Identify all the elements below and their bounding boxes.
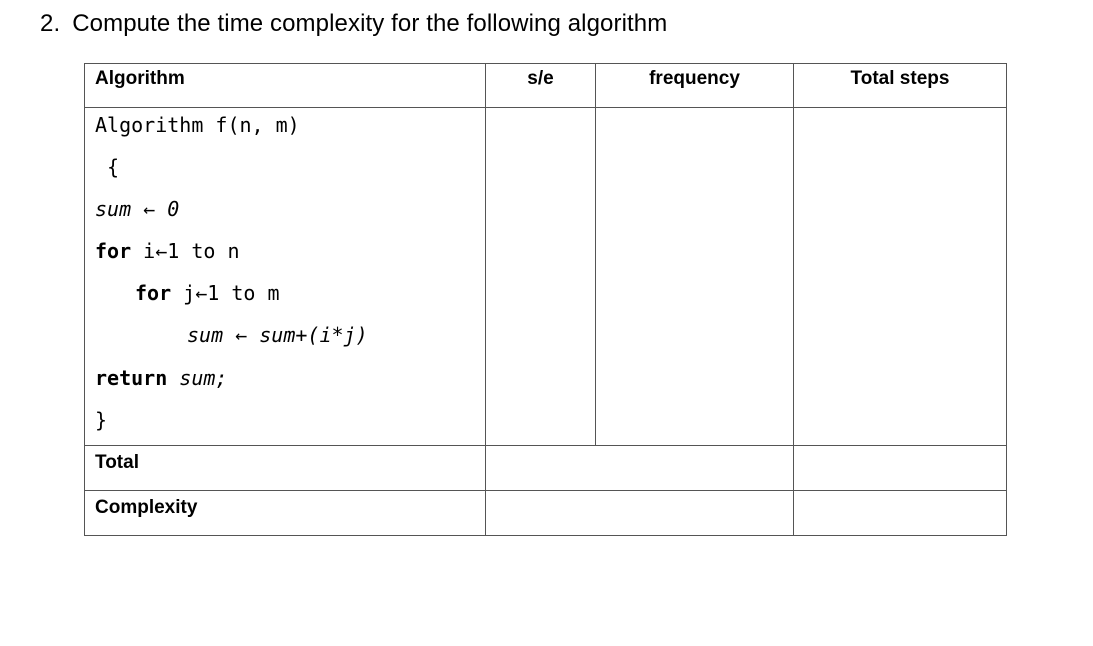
return-value: sum; xyxy=(179,366,228,390)
init-value: 0 xyxy=(167,197,180,221)
complexity-row xyxy=(85,491,1007,536)
code-line-close-brace: } xyxy=(95,408,108,432)
header-algorithm: Algorithm xyxy=(85,64,486,108)
code-line-init xyxy=(95,199,179,219)
complexity-value-cell[interactable] xyxy=(486,491,794,536)
header-row xyxy=(85,64,1007,108)
code-line-open-brace: { xyxy=(107,155,120,179)
code-line-signature: Algorithm f(n, m) xyxy=(95,113,300,137)
header-frequency: frequency xyxy=(596,64,794,108)
total-label: Total xyxy=(85,446,486,491)
code-line-accumulate xyxy=(187,325,368,345)
question-text: Compute the time complexity for the following algorithm xyxy=(72,10,668,37)
keyword-for: for xyxy=(135,281,172,305)
assign-arrow: ← xyxy=(143,197,156,221)
var-sum: sum xyxy=(187,323,224,347)
header-total-steps: Total steps xyxy=(794,64,1007,108)
code-row xyxy=(85,108,1007,446)
question-heading xyxy=(40,10,667,38)
var-sum: sum xyxy=(95,197,132,221)
assign-arrow: ← xyxy=(235,323,248,347)
total-row xyxy=(85,446,1007,491)
frequency-cell[interactable] xyxy=(596,108,794,446)
question-number: 2. xyxy=(40,10,61,37)
code-line-return xyxy=(95,368,227,388)
algorithm-table xyxy=(84,63,1007,536)
se-cell[interactable] xyxy=(486,108,596,446)
total-steps-sum-cell[interactable] xyxy=(794,446,1007,491)
code-line-outer-loop xyxy=(95,241,240,261)
keyword-return: return xyxy=(95,366,168,390)
complexity-label: Complexity xyxy=(85,491,486,536)
header-se: s/e xyxy=(486,64,596,108)
total-steps-cell[interactable] xyxy=(794,108,1007,446)
algorithm-code-cell xyxy=(85,108,486,446)
accumulate-expr: sum+(i*j) xyxy=(259,323,368,347)
inner-loop-range: j←1 to m xyxy=(171,281,280,305)
complexity-total-cell[interactable] xyxy=(794,491,1007,536)
total-value-cell[interactable] xyxy=(486,446,794,491)
outer-loop-range: i←1 to n xyxy=(131,239,240,263)
code-line-inner-loop xyxy=(135,283,280,303)
keyword-for: for xyxy=(95,239,132,263)
